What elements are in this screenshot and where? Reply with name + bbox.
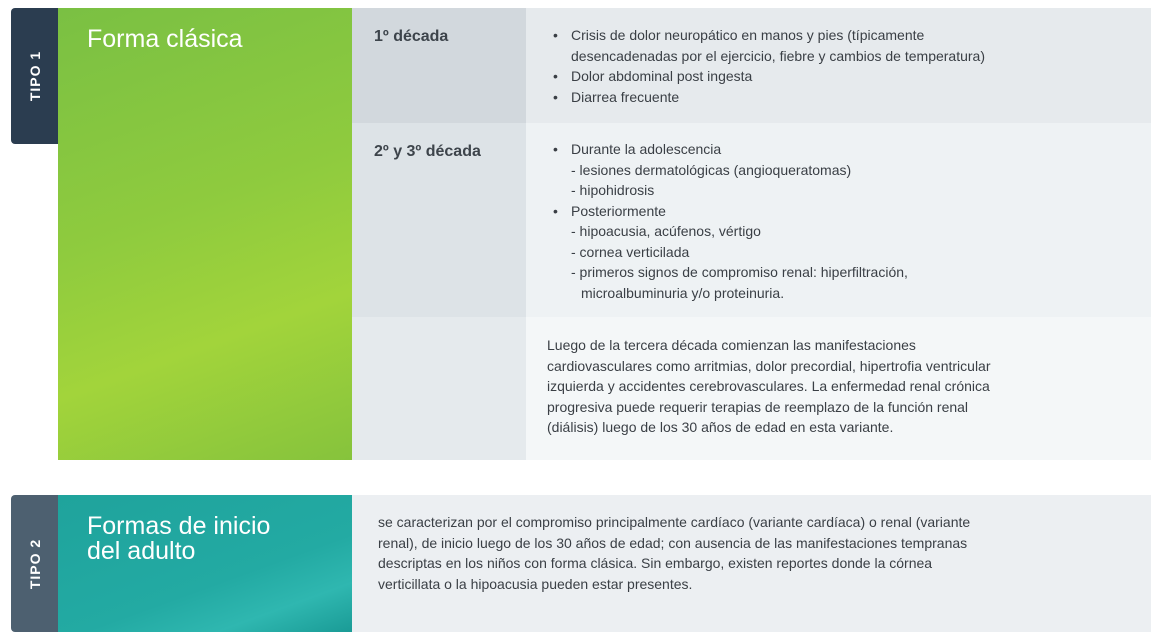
- tipo2-title: [87, 514, 270, 564]
- row2-decade-cell: [352, 123, 526, 317]
- tipo1-title-block: [58, 8, 352, 460]
- tipo1-tab-label: TIPO 1: [26, 50, 43, 102]
- tipo1-title: Forma clásica: [87, 25, 243, 53]
- list-item: • Posteriormente: [549, 201, 1139, 222]
- list-item: • Diarrea frecuente: [549, 87, 1139, 108]
- row2-sub1-1: - hipohidrosis: [571, 182, 655, 198]
- row2-content: [549, 139, 1139, 303]
- row2-sub2-3: microalbuminuria y/o proteinuria.: [581, 284, 785, 301]
- row2-sub2-0: - hipoacusia, acúfenos, vértigo: [571, 223, 761, 239]
- row3-paragraph: Luego de la tercera década comienzan las manifestaciones cardiovasculares como arritmias, dolor precordial, hipertrofia ventricular izquierda y accidentes cerebrovasculares. La enfermedad renal crónica progresiva puede requerir terapias de reemplazo de la función renal (diálisis) luego de los 30 años de edad en esta variante.: [547, 337, 991, 435]
- row2-decade: 2º y 3º década: [374, 143, 481, 160]
- row1-decade-cell: [352, 8, 526, 123]
- list-item: • Dolor abdominal post ingesta: [549, 66, 1139, 87]
- row2-sub2-2: - primeros signos de compromiso renal: hiperfiltración,: [571, 264, 908, 280]
- tipo2-tab-label: TIPO 2: [26, 538, 43, 589]
- tipo2-content-cell: [352, 495, 1151, 632]
- list-item: • Durante la adolescencia: [549, 139, 1139, 160]
- row2-sub1-0: - lesiones dermatológicas (angioqueratomas): [571, 161, 852, 178]
- list-item: • Crisis de dolor neuropático en manos y pies (típicamente desencadenadas por el ejercicio, fiebre y cambios de temperatura): [549, 25, 1139, 66]
- tipo2-title-line2: del adulto: [87, 537, 196, 565]
- row3-content-cell: [526, 317, 1151, 460]
- tipo2-paragraph: se caracterizan por el compromiso principalmente cardíaco (variante cardíaca) o renal (variante renal), de inicio luego de los 30 años de edad; con ausencia de las manifestaciones tempranas descriptas en los niños con forma clásica. Sin embargo, existen reportes donde la córnea verticillata o la hipoacusia pueden estar presentes.: [378, 514, 971, 592]
- tipo1-tab: [11, 8, 58, 144]
- row1-decade: 1º década: [374, 28, 449, 45]
- row2-content-cell: [526, 123, 1151, 317]
- tipo2-title-line1: Formas de inicio: [87, 512, 271, 540]
- row3-decade-cell: [352, 317, 526, 460]
- row2-sub2-1: - cornea verticilada: [571, 243, 690, 260]
- tipo2-title-block: [58, 495, 352, 632]
- row1-content-cell: [526, 8, 1151, 123]
- tipo2-tab: [11, 495, 58, 632]
- row1-bullets: [549, 25, 1139, 107]
